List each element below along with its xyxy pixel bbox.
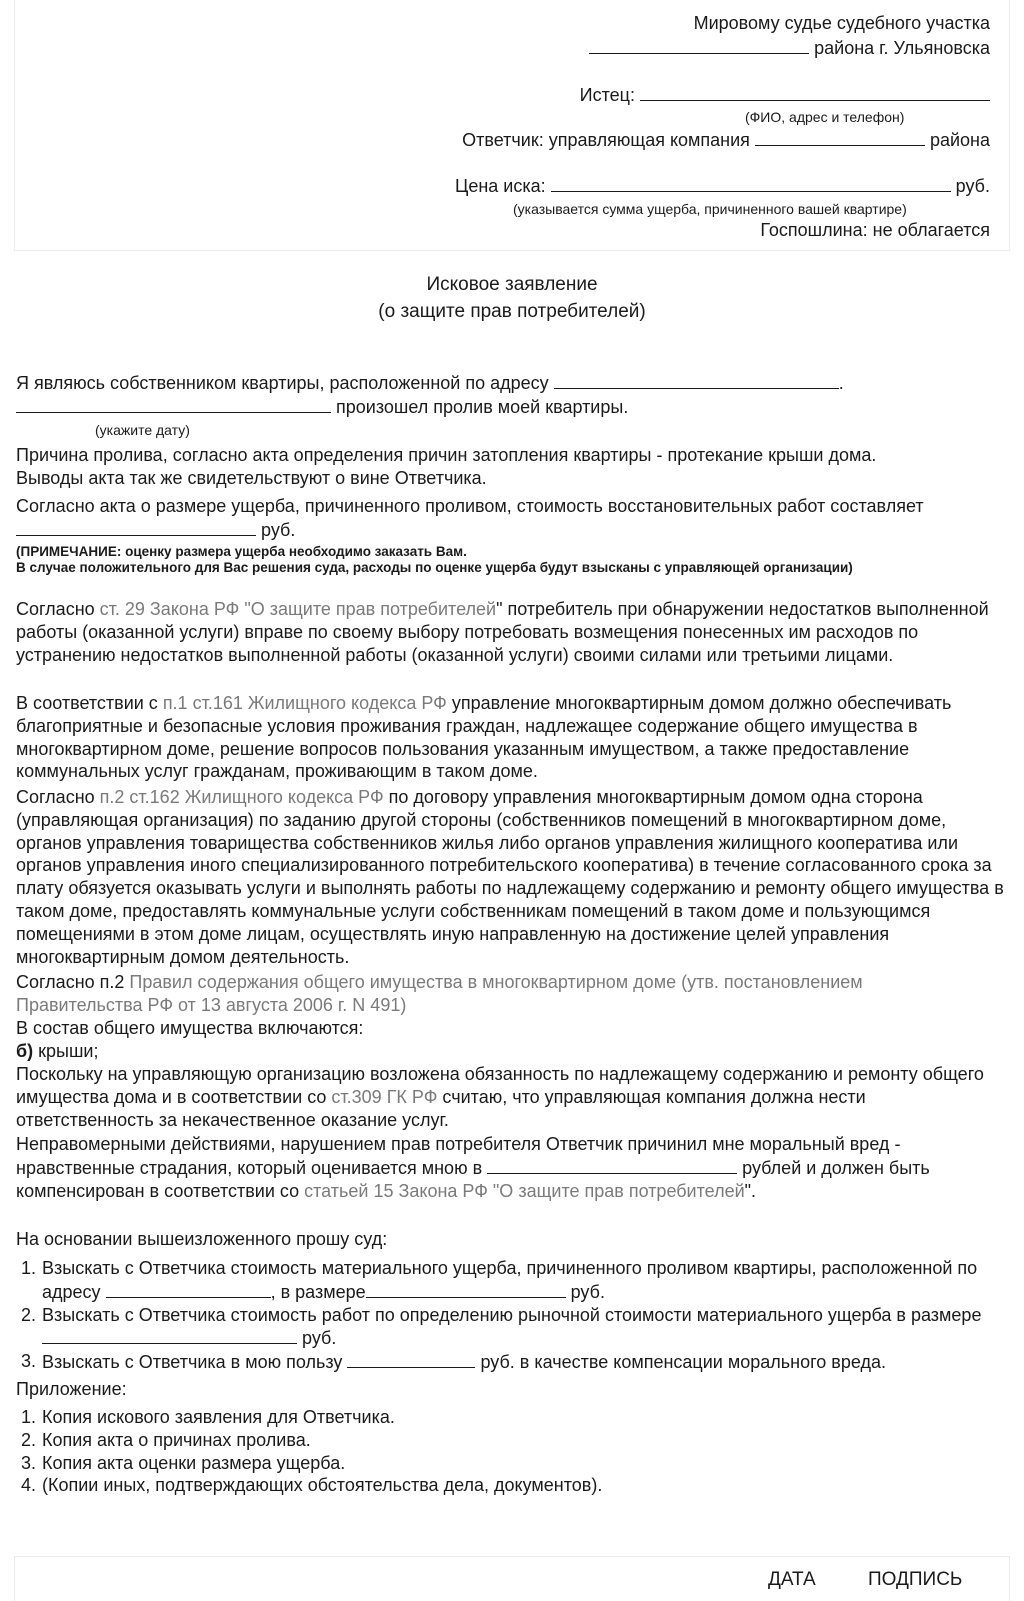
addressee-line-2: района г. Ульяновска <box>589 36 990 59</box>
state-fee-line: Госпошлина: не облагается <box>760 220 990 240</box>
paragraph-rules: Согласно п.2 Правил содержания общего имущества в многоквартирном доме (утв. постановлением Правительства РФ от 13 августа 2006 г. N 491) <box>16 972 863 1015</box>
request-list <box>16 1257 1006 1374</box>
link-civil-code-309[interactable]: ст.309 ГК РФ <box>331 1086 438 1107</box>
note-block: (ПРИМЕЧАНИЕ: оценку размера ущерба необходимо заказать Вам. В случае положительного для Вас решения суда, расходы по оценке ущерба будут взысканы с управляющей организации) <box>16 544 853 575</box>
request-intro: На основании вышеизложенного прошу суд: <box>16 1229 388 1249</box>
address-blank <box>554 371 839 389</box>
plaintiff-hint: (ФИО, адрес и телефон) <box>745 109 905 125</box>
request-item-1: 1. Взыскать с Ответчика стоимость материального ущерба, причиненного проливом квартиры, расположенной по адресу , в размере руб. <box>21 1258 978 1302</box>
link-housing-code-162[interactable]: п.2 ст.162 Жилищного кодекса РФ <box>99 787 384 807</box>
paragraph-address: Я являюсь собственником квартиры, расположенной по адресу . произошел пролив моей квартиры. <box>16 373 844 417</box>
date-hint: (укажите дату) <box>95 422 190 438</box>
paragraph-housing-code-161: В соответствии с п.1 ст.161 Жилищного кодекса РФ управление многоквартирным домом должно обеспечивать благоприятные и безопасные условия проживания граждан, надлежащее содержание общего имущества в многоквартирном доме, решение вопросов пользования указанным имуществом, а также предоставление коммунальных услуг гражданам, проживающим в таком доме. <box>16 693 952 782</box>
paragraph-cause: Причина пролива, согласно акта определения причин затопления квартиры - протекание крыши дома. Выводы акта так же свидетельствуют о вине Ответчика. <box>16 445 877 488</box>
annex-item: 3. Копия акта оценки размера ущерба. <box>21 1452 346 1473</box>
req1-address-blank <box>106 1280 271 1298</box>
annex-label: Приложение: <box>16 1379 127 1399</box>
claim-price-blank <box>551 174 951 192</box>
defendant-district-blank <box>755 128 925 146</box>
paragraph-responsibility: Поскольку на управляющую организацию возложена обязанность по надлежащему содержанию и ремонту общего имущества дома и в соответствии со ст.309 ГК РФ считаю, что управляющая компания должна нести ответственность за некачественное оказание услуг. <box>16 1064 984 1130</box>
footer-block <box>14 1556 1010 1601</box>
link-consumer-law-art29[interactable]: ст. 29 Закона РФ "О защите прав потребителей <box>99 599 497 619</box>
claim-price-hint: (указывается сумма ущерба, причиненного вашей квартире) <box>513 201 907 217</box>
district-blank <box>589 36 809 54</box>
paragraph-housing-code-162: Согласно п.2 ст.162 Жилищного кодекса РФ по договору управления многоквартирным домом одна сторона (управляющая организация) по заданию другой стороны (собственников помещений в многоквартирном доме, органов управления товарищества собственников жилья либо органов управления жилищного кооператива или органов управления иного специализированного потребительского кооператива) в течение согласованного срока за плату обязуется оказывать услуги и выполнять работы по надлежащему содержанию и ремонту общего имущества в таком доме, предоставлять коммунальные услуги собственникам помещений в таком доме и пользующимся помещениями в этом доме лицам, осуществлять иную направленную на достижение целей управления многоквартирным домом деятельность. <box>16 787 1004 967</box>
annex-list <box>16 1406 1006 1497</box>
claim-price-line: Цена иска: руб. <box>455 176 990 196</box>
paragraph-consumer-law: Согласно ст. 29 Закона РФ "О защите прав потребителей" потребитель при обнаружении недостатков выполненной работы (оказанной услуги) вправе по своему выбору потребовать возмещения понесенных им расходов по устранению недостатков выполненной работы (оказанной услуги) своими силами или третьими лицами. <box>16 599 989 665</box>
damage-amount-blank <box>16 518 256 536</box>
request-item-3: 3. Взыскать с Ответчика в мою пользу руб. в качестве компенсации морального вреда. <box>21 1351 886 1373</box>
plaintiff-line: Истец: <box>580 83 990 106</box>
req2-amount-blank <box>42 1326 297 1344</box>
annex-item: 1. Копия искового заявления для Ответчика. <box>21 1407 395 1427</box>
link-consumer-law-art15[interactable]: статьей 15 Закона РФ "О защите прав потребителей <box>304 1180 745 1201</box>
plaintiff-blank <box>640 83 990 101</box>
annex-item: 4. (Копии иных, подтверждающих обстоятельства дела, документов). <box>21 1475 603 1496</box>
date-label: ДАТА <box>768 1569 816 1590</box>
paragraph-roofs: б) крыши; <box>16 1041 99 1061</box>
req1-amount-blank <box>366 1280 566 1298</box>
link-housing-code-161[interactable]: п.1 ст.161 Жилищного кодекса РФ <box>162 693 447 713</box>
addressee-line-1: Мировому судье судебного участка <box>693 13 990 33</box>
annex-item: 2. Копия акта о причинах пролива. <box>21 1429 311 1450</box>
document-subtitle: (о защите прав потребителей) <box>378 301 646 322</box>
signature-label: ПОДПИСЬ <box>868 1569 963 1590</box>
paragraph-damage: Согласно акта о размере ущерба, причиненного проливом, стоимость восстановительных работ составляет руб. <box>16 496 924 540</box>
req3-amount-blank <box>347 1350 475 1368</box>
date-blank <box>16 395 331 413</box>
request-item-2: 2. Взыскать с Ответчика стоимость работ по определению рыночной стоимости материального ущерба в размере руб. <box>21 1304 982 1349</box>
paragraph-common-property: В состав общего имущества включаются: <box>16 1018 364 1038</box>
defendant-line: Ответчик: управляющая компания района <box>462 130 990 150</box>
moral-damage-blank <box>487 1156 737 1174</box>
link-maintenance-rules[interactable]: Правил содержания общего имущества в многоквартирном доме (утв. постановлением Правительства РФ от 13 августа 2006 г. N 491) <box>16 972 863 1015</box>
paragraph-moral-damage: Неправомерными действиями, нарушением прав потребителя Ответчик причинил мне моральный вред - нравственные страдания, который оценивается мною в рублей и должен быть компенсирован в соответствии со статьей 15 Закона РФ "О защите прав потребителей". <box>16 1134 930 1201</box>
document-title: Исковое заявление <box>426 274 598 295</box>
